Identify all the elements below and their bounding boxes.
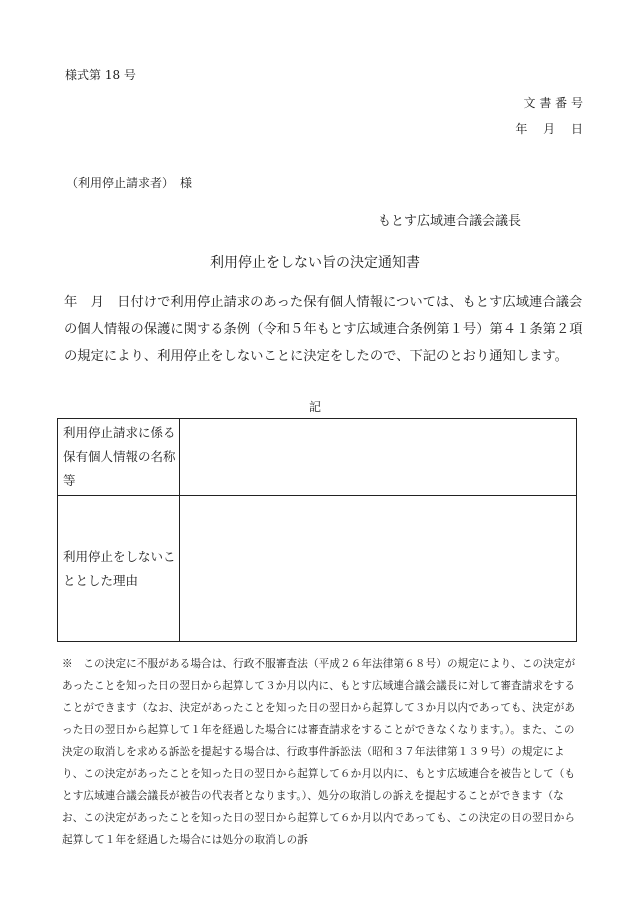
sender-name: もとす広域連合議会議長 (378, 214, 522, 229)
info-table (57, 418, 577, 642)
table-row (58, 419, 577, 496)
row1-value (180, 419, 577, 496)
ki-heading: 記 (308, 400, 321, 414)
table-row (58, 496, 577, 642)
document-number-label: 文 書 番 号 (523, 96, 583, 110)
date-label: 年 月 日 (515, 122, 583, 136)
appeal-note: ※ この決定に不服がある場合は、行政不服審査法（平成２６年法律第６８号）の規定により、この決定があったことを知った日の翌日から起算して３か月以内に、もとす広域連合議会議長に対して審査請求をすることができます（なお、決定があったことを知った日の翌日から起算して３か月以内であっても、決定があった日の翌日から起算して１年を経過した場合には審査請求をすることができなくなります。）。また、この決定の取消しを求める訴訟を提起する場合は、行政事件訴訟法（昭和３７年法律第１３９号）の規定により、この決定があったことを知った日の翌日から起算して６か月以内に、もとす広域連合を被告として（もとす広域連合議会議長が被告の代表者となります。）、処分の取消しの訴えを提起することができます（なお、この決定があったことを知った日の翌日から起算して６か月以内であっても、この決定の日の翌日から起算して１年を経過した場合には処分の取消しの訴 (62, 658, 576, 846)
body-paragraph: 年 月 日付けで利用停止請求のあった保有個人情報については、もとす広域連合議会の個人情報の保護に関する条例（令和５年もとす広域連合条例第１号）第４１条第２項の規定により、利用停止をしないことに決定をしたので、下記のとおり通知します。 (64, 295, 583, 364)
row2-label: 利用停止をしないこととした理由 (58, 496, 180, 642)
document-title: 利用停止をしない旨の決定通知書 (210, 255, 420, 271)
row1-label: 利用停止請求に係る保有個人情報の名称等 (58, 419, 180, 496)
row2-value (180, 496, 577, 642)
form-number: 様式第 18 号 (65, 68, 136, 82)
addressee: （利用停止請求者） 様 (66, 176, 193, 190)
